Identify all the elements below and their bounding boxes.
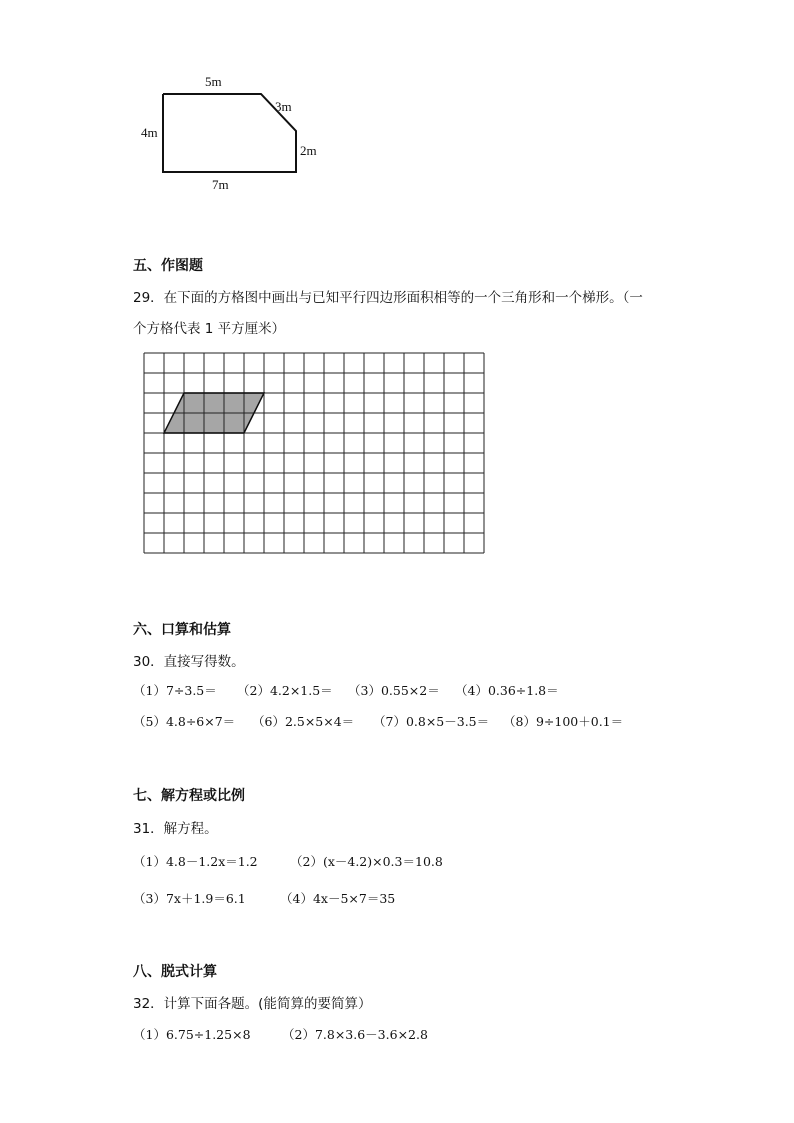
label-bottom-7m: 7m — [212, 177, 229, 192]
calc-item-1: （1）7÷3.5＝ — [133, 683, 217, 698]
pentagon-figure — [135, 80, 335, 190]
square-grid[interactable] — [142, 351, 488, 557]
equation-3: （3）7x＋1.9＝6.1 — [133, 891, 246, 906]
equation-1: （1）4.8－1.2x＝1.2 — [133, 854, 258, 869]
equation-4: （4）4x－5×7＝35 — [280, 891, 396, 906]
question-32: 32．计算下面各题。(能简算的要简算） — [133, 996, 372, 1012]
calc-item-2: （2）4.2×1.5＝ — [237, 683, 333, 698]
calc-item-5: （5）4.8÷6×7＝ — [133, 714, 236, 729]
label-left-4m: 4m — [141, 125, 158, 140]
expression-2: （2）7.8×3.6－3.6×2.8 — [282, 1027, 428, 1042]
calc-item-7: （7）0.8×5－3.5＝ — [373, 714, 490, 729]
section-heading-5: 五、作图题 — [133, 258, 203, 274]
question-30: 30．直接写得数。 — [133, 654, 245, 670]
section-heading-8: 八、脱式计算 — [133, 964, 217, 980]
expression-1: （1）6.75÷1.25×8 — [133, 1027, 251, 1042]
question-31: 31．解方程。 — [133, 821, 218, 837]
calc-item-6: （6）2.5×5×4＝ — [252, 714, 355, 729]
label-right-2m: 2m — [300, 143, 317, 158]
calc-item-4: （4）0.36÷1.8＝ — [455, 683, 559, 698]
label-slant-3m: 3m — [275, 99, 292, 114]
question-29-line2: 个方格代表 1 平方厘米） — [133, 321, 286, 337]
calc-item-8: （8）9÷100＋0.1＝ — [503, 714, 624, 729]
calc-item-3: （3）0.55×2＝ — [348, 683, 440, 698]
section-heading-6: 六、口算和估算 — [133, 622, 231, 638]
section-heading-7: 七、解方程或比例 — [133, 788, 245, 804]
equation-2: （2）(x－4.2)×0.3＝10.8 — [290, 854, 443, 869]
question-29-line1: 29．在下面的方格图中画出与已知平行四边形面积相等的一个三角形和一个梯形。（一 — [133, 290, 643, 306]
label-top-5m: 5m — [205, 74, 222, 89]
